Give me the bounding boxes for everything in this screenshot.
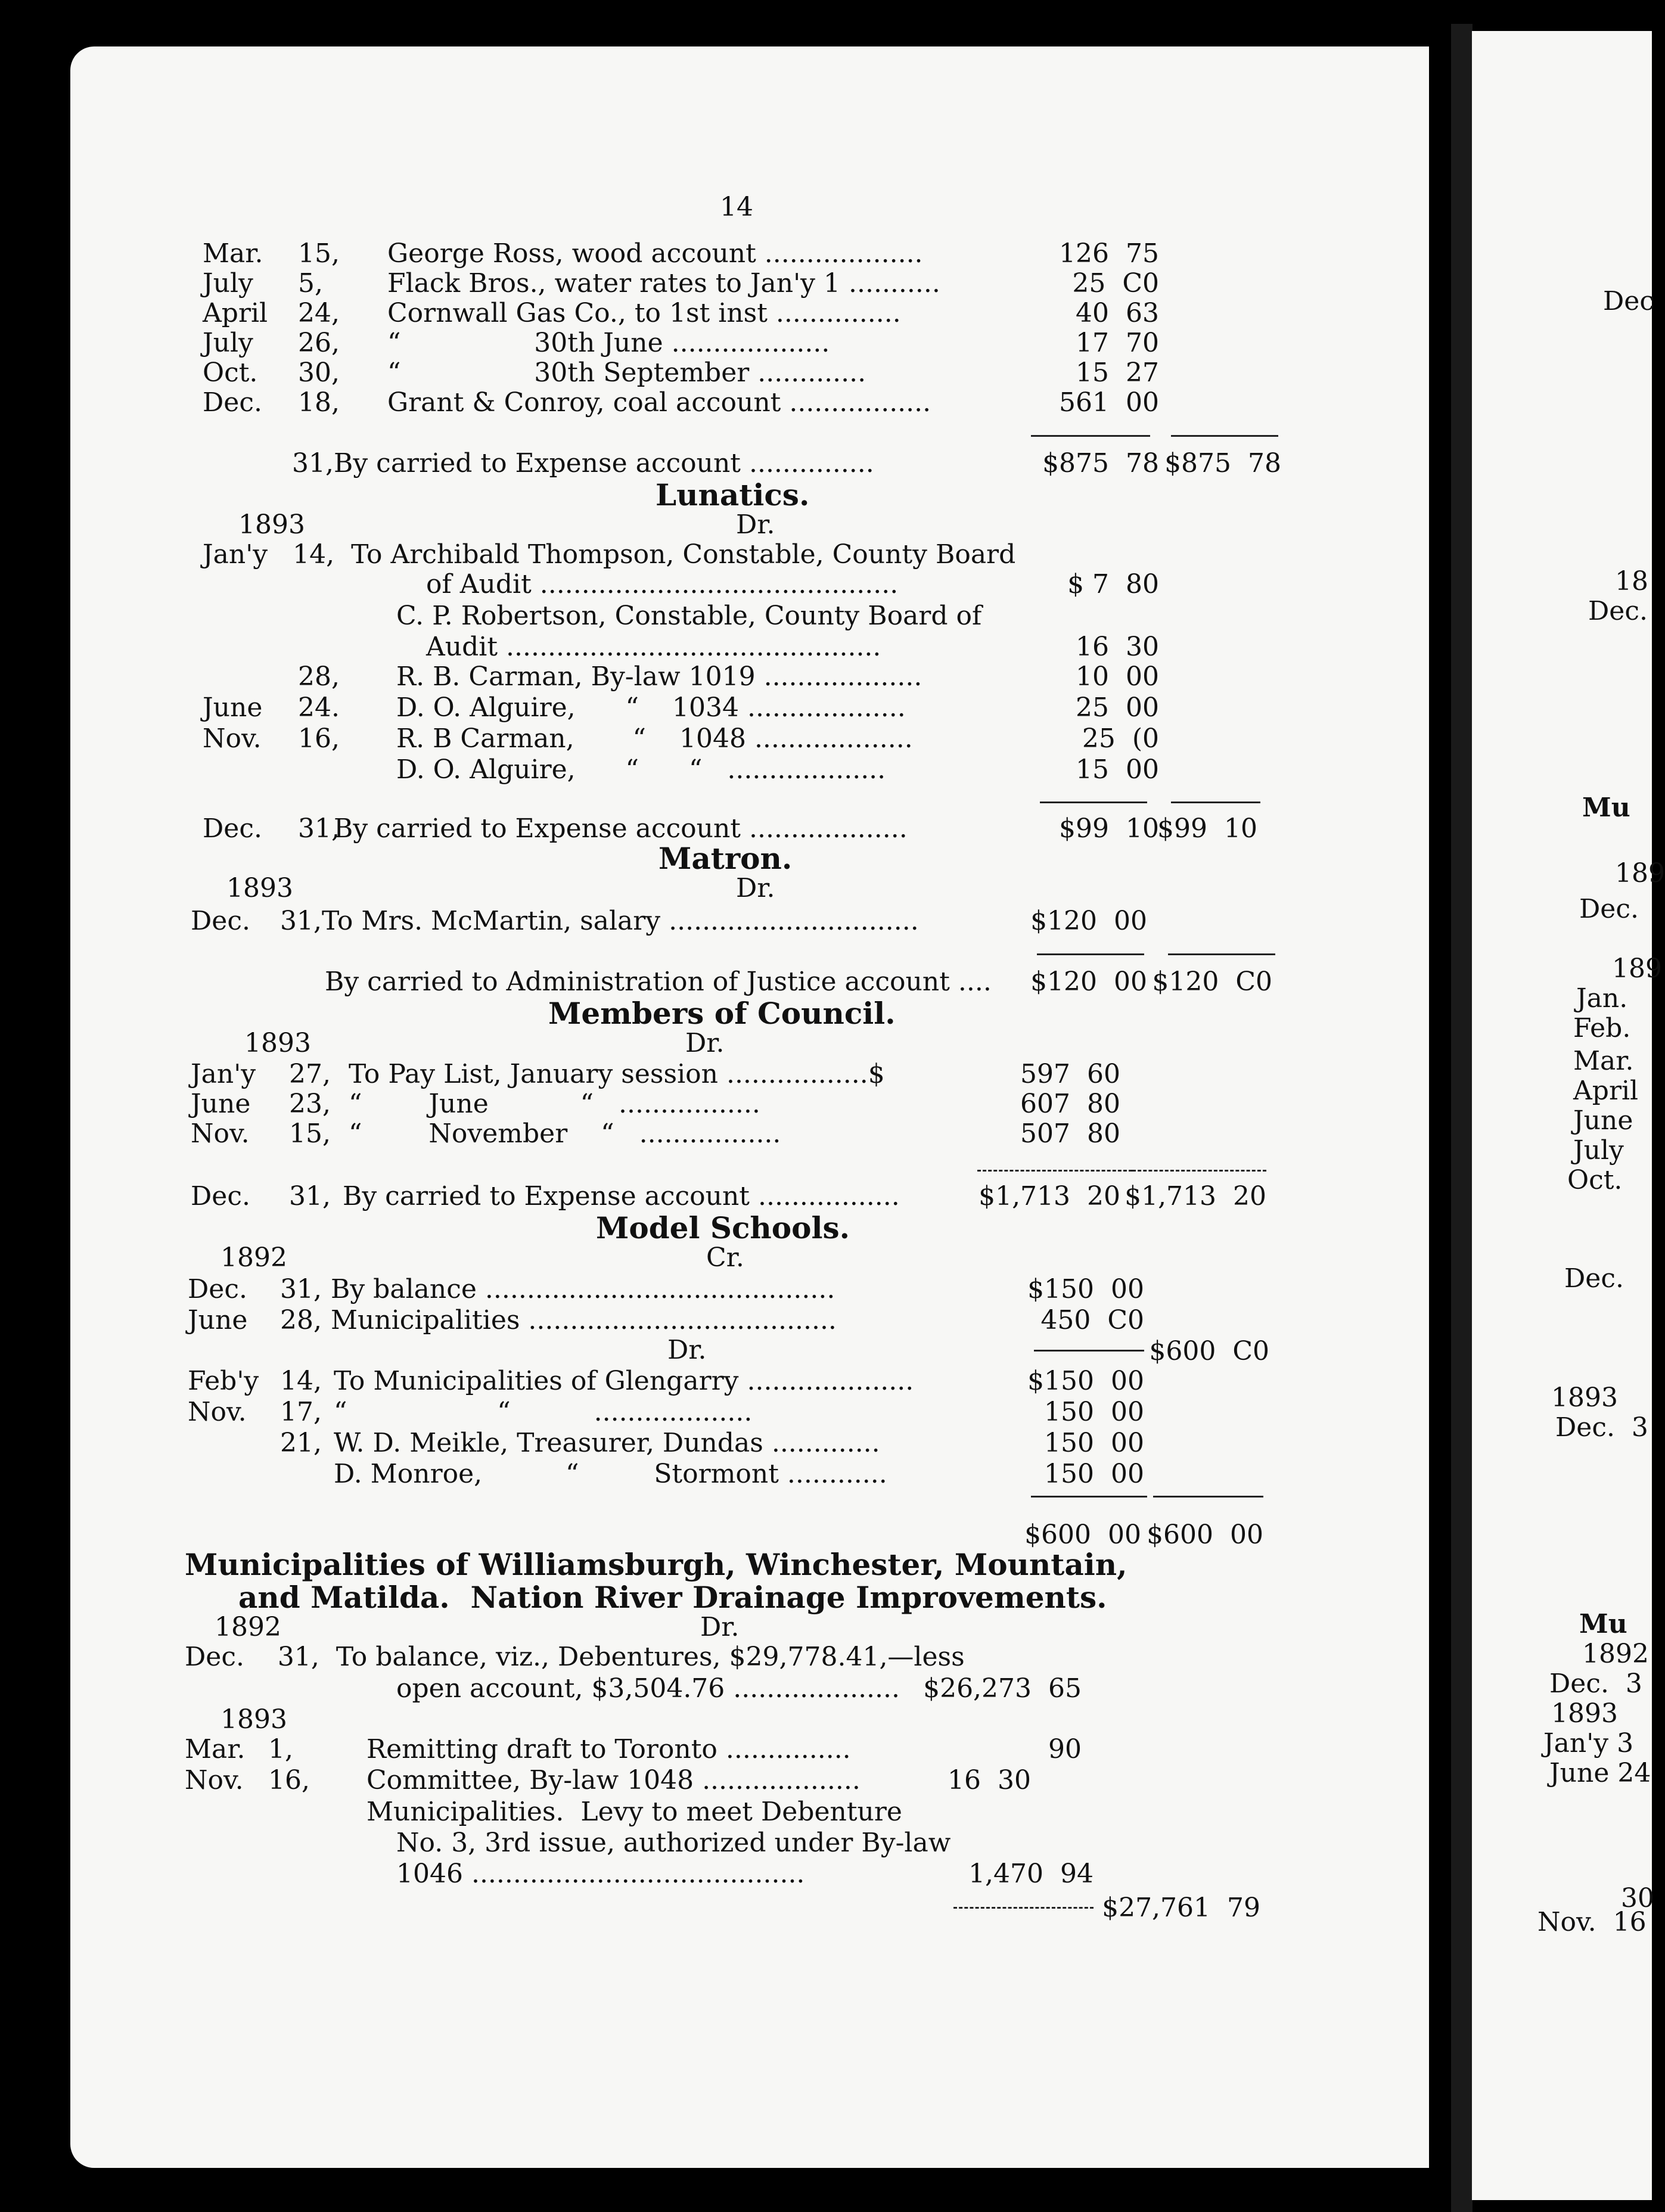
- entry-month: Nov.: [188, 1397, 247, 1427]
- sum-rule: [1153, 1496, 1263, 1498]
- entry-month: Nov.: [203, 723, 262, 754]
- entry-description: Municipalities .....................................: [331, 1305, 837, 1335]
- section-title: and Matilda. Nation River Drainage Improvements.: [238, 1580, 1107, 1615]
- total-amount: $1,713 20: [1125, 1181, 1266, 1211]
- entry-month: Dec.: [191, 1181, 250, 1211]
- facing-page-fragment: Dec. 3: [1549, 1669, 1642, 1699]
- sum-rule: [1037, 953, 1144, 955]
- entry-description: “ 30th June ...................: [387, 328, 830, 358]
- entry-month: April: [203, 298, 268, 328]
- entry-amount: 597 60: [1020, 1059, 1120, 1089]
- entry-amount: 90: [1048, 1734, 1082, 1764]
- facing-page-fragment: June 24: [1549, 1758, 1651, 1788]
- entry-day: 16,: [268, 1765, 310, 1795]
- facing-page-fragment: Jan.: [1576, 983, 1628, 1014]
- entry-amount: $99 10: [1059, 813, 1159, 844]
- entry-day: 23,: [289, 1089, 331, 1119]
- entry-amount: 40 63: [1076, 298, 1159, 328]
- entry-description: of Audit ...........................................: [426, 569, 899, 599]
- entry-day: 24.: [298, 692, 340, 723]
- entry-month: Dec.: [191, 906, 250, 936]
- entry-description: R. B Carman, “ 1048 ...................: [396, 723, 913, 754]
- entry-amount: 25 00: [1076, 692, 1159, 723]
- facing-page-fragment: Nov. 16: [1537, 1907, 1647, 1937]
- total-amount: $27,761 79: [1102, 1893, 1260, 1923]
- entry-description: To Pay List, January session .................$: [349, 1059, 885, 1089]
- section-title: Model Schools.: [596, 1210, 850, 1245]
- entry-description: Remitting draft to Toronto ...............: [366, 1734, 851, 1764]
- facing-page-fragment: 189: [1615, 858, 1665, 888]
- entry-amount: $ 7 80: [1067, 569, 1159, 599]
- entry-description: George Ross, wood account ...................: [387, 238, 923, 269]
- debit-label: Dr.: [667, 1335, 707, 1365]
- facing-page-fragment: Mu: [1579, 1609, 1627, 1639]
- sum-rule: [977, 1170, 1132, 1172]
- book-gutter: [1451, 24, 1473, 2212]
- entry-description: To Municipalities of Glengarry ....................: [334, 1366, 914, 1396]
- section-year: 1893: [244, 1028, 311, 1058]
- entry-amount: 507 80: [1020, 1119, 1120, 1149]
- entry-amount: 1,470 94: [968, 1859, 1094, 1889]
- entry-description: By carried to Expense account ...............: [334, 448, 874, 479]
- sum-rule: [1031, 1496, 1147, 1498]
- debit-label: Dr.: [685, 1028, 725, 1058]
- entry-amount: 16 30: [948, 1765, 1031, 1795]
- entry-day: 31,: [298, 813, 340, 844]
- entry-amount: 15 27: [1076, 358, 1159, 388]
- entry-description: “ November “ .................: [349, 1119, 781, 1149]
- facing-page-fragment: Mar.: [1573, 1046, 1634, 1076]
- entry-description: By carried to Administration of Justice account ....: [325, 967, 992, 997]
- entry-amount: 10 00: [1076, 661, 1159, 692]
- page-number: 14: [720, 192, 753, 222]
- entry-day: 27,: [289, 1059, 331, 1089]
- entry-description: By balance ..........................................: [331, 1274, 835, 1304]
- entry-day: 31,: [292, 448, 334, 479]
- entry-month: Jan'y: [191, 1059, 256, 1089]
- facing-page-fragment: Mu: [1582, 793, 1630, 823]
- entry-description: “ June “ .................: [349, 1089, 760, 1119]
- entry-day: 18,: [298, 387, 340, 418]
- entry-month: Oct.: [203, 358, 258, 388]
- section-year: 1892: [215, 1612, 281, 1642]
- entry-amount: 126 75: [1059, 238, 1159, 269]
- entry-description: “ “ ...................: [334, 1397, 753, 1427]
- entry-month: Feb'y: [188, 1366, 259, 1396]
- entry-description: C. P. Robertson, Constable, County Board of: [396, 601, 982, 631]
- entry-description: Committee, By-law 1048 ...................: [366, 1765, 861, 1795]
- sum-rule: [1171, 435, 1278, 437]
- entry-amount: 150 00: [1044, 1459, 1144, 1489]
- entry-month: Mar.: [185, 1734, 246, 1764]
- entry-amount: 561 00: [1059, 387, 1159, 418]
- entry-day: 31,: [280, 906, 322, 936]
- entry-day: 5,: [298, 268, 323, 299]
- entry-month: July: [203, 268, 253, 299]
- entry-day: 17,: [280, 1397, 322, 1427]
- entry-day: 15,: [298, 238, 340, 269]
- entry-amount: 450 C0: [1040, 1305, 1144, 1335]
- entry-description: 1046 ........................................: [396, 1859, 805, 1889]
- entry-day: 30,: [298, 358, 340, 388]
- entry-day: 31,: [280, 1274, 322, 1304]
- debit-label: Dr.: [736, 509, 775, 540]
- facing-page-fragment: 18: [1615, 566, 1648, 597]
- credit-label: Cr.: [706, 1242, 744, 1273]
- facing-page-fragment: April: [1573, 1076, 1639, 1106]
- section-year: 1893: [238, 509, 305, 540]
- entry-description: open account, $3,504.76 ....................: [396, 1673, 900, 1704]
- entry-day: 1,: [268, 1734, 293, 1764]
- entry-month: Nov.: [191, 1119, 250, 1149]
- entry-day: 15,: [289, 1119, 331, 1149]
- total-amount: $600 00: [1147, 1520, 1263, 1550]
- entry-month: Dec.: [203, 387, 262, 418]
- entry-month: June: [203, 692, 263, 723]
- total-amount: $99 10: [1157, 813, 1257, 844]
- entry-month: Dec.: [188, 1274, 247, 1304]
- entry-description: D. O. Alguire, “ “ ...................: [396, 754, 886, 785]
- entry-amount: 25 (0: [1082, 723, 1159, 754]
- entry-description: W. D. Meikle, Treasurer, Dundas .............: [334, 1428, 880, 1458]
- entry-amount: $150 00: [1027, 1274, 1144, 1304]
- entry-amount: $26,273 65: [923, 1673, 1082, 1704]
- facing-page-fragment: 1892: [1582, 1639, 1649, 1669]
- facing-page-fragment: 189: [1612, 953, 1662, 984]
- section-year: 1893: [226, 873, 293, 903]
- entry-description: R. B. Carman, By-law 1019 ...................: [396, 661, 922, 692]
- facing-page-fragment: 1893: [1551, 1698, 1618, 1729]
- entry-day: 16,: [298, 723, 340, 754]
- debit-label: Dr.: [736, 873, 775, 903]
- total-amount: $120 C0: [1152, 967, 1272, 997]
- facing-page-fragment: 1893: [1551, 1382, 1618, 1413]
- entry-month: July: [203, 328, 253, 358]
- entry-amount: $1,713 20: [979, 1181, 1120, 1211]
- entry-amount: 17 70: [1076, 328, 1159, 358]
- facing-page-fragment: Dec.: [1564, 1263, 1624, 1294]
- section-title: Municipalities of Williamsburgh, Winchester, Mountain,: [185, 1547, 1127, 1582]
- facing-page-fragment: 30: [1621, 1883, 1654, 1913]
- entry-description: By carried to Expense account .................: [343, 1181, 900, 1211]
- facing-page-fragment: June: [1573, 1105, 1633, 1136]
- sum-rule: [1031, 435, 1150, 437]
- entry-month: June: [191, 1089, 251, 1119]
- entry-amount: 16 30: [1076, 632, 1159, 662]
- section-year: 1893: [220, 1704, 287, 1735]
- entry-month: Nov.: [185, 1765, 244, 1795]
- entry-month: June: [188, 1305, 248, 1335]
- entry-amount: $120 00: [1030, 906, 1147, 936]
- entry-amount: $120 00: [1030, 967, 1147, 997]
- entry-amount: $150 00: [1027, 1366, 1144, 1396]
- entry-day: 28,: [280, 1305, 322, 1335]
- facing-page-fragment: Jan'y 3: [1543, 1728, 1634, 1759]
- section-title: Members of Council.: [548, 996, 896, 1031]
- entry-day: 28,: [298, 661, 340, 692]
- section-title: Lunatics.: [656, 477, 810, 512]
- entry-description: “ 30th September .............: [387, 358, 866, 388]
- entry-description: Grant & Conroy, coal account .................: [387, 387, 931, 418]
- facing-page-fragment: Dec. 3: [1555, 1412, 1648, 1443]
- entry-amount: 607 80: [1020, 1089, 1120, 1119]
- entry-description: No. 3, 3rd issue, authorized under By-law: [396, 1828, 951, 1858]
- entry-amount: 150 00: [1044, 1428, 1144, 1458]
- entry-month: Mar.: [203, 238, 263, 269]
- entry-amount: $600 00: [1024, 1520, 1141, 1550]
- facing-page-fragment: Dec: [1603, 286, 1654, 316]
- sum-rule: [1040, 801, 1147, 803]
- entry-day: 24,: [298, 298, 340, 328]
- facing-page-fragment: July: [1573, 1135, 1624, 1166]
- facing-page-fragment: Dec.: [1588, 596, 1648, 626]
- entry-description: Cornwall Gas Co., to 1st inst ...............: [387, 298, 901, 328]
- entry-description: By carried to Expense account ...................: [334, 813, 908, 844]
- entry-description: Municipalities. Levy to meet Debenture: [366, 1797, 902, 1827]
- entry-amount: 15 00: [1076, 754, 1159, 785]
- section-title: Matron.: [658, 841, 793, 876]
- entry-description: Dec. 31, To balance, viz., Debentures, $29,778.41,—less: [185, 1642, 965, 1672]
- entry-day: 31,: [289, 1181, 331, 1211]
- total-amount: $875 78: [1164, 448, 1281, 479]
- section-year: 1892: [220, 1242, 287, 1273]
- sum-rule: [1171, 801, 1260, 803]
- sum-rule: [1132, 1170, 1266, 1172]
- facing-page-fragment: Oct.: [1567, 1165, 1623, 1195]
- entry-amount: 25 C0: [1072, 268, 1159, 299]
- facing-page-fragment: Feb.: [1573, 1013, 1631, 1043]
- entry-description: D. O. Alguire, “ 1034 ...................: [396, 692, 906, 723]
- entry-amount: 150 00: [1044, 1397, 1144, 1427]
- entry-description: Audit .............................................: [426, 632, 881, 662]
- entry-day: 21,: [280, 1428, 322, 1458]
- entry-description: D. Monroe, “ Stormont ............: [334, 1459, 887, 1489]
- facing-page-fragment: Dec.: [1579, 894, 1639, 924]
- entry-month: Dec.: [203, 813, 262, 844]
- entry-amount: $875 78: [1042, 448, 1159, 479]
- debit-label: Dr.: [700, 1612, 740, 1642]
- entry-day: 14,: [280, 1366, 322, 1396]
- entry-description: Flack Bros., water rates to Jan'y 1 ...........: [387, 268, 940, 299]
- entry-description: To Mrs. McMartin, salary ..............................: [322, 906, 919, 936]
- sum-rule: [1168, 953, 1275, 955]
- entry-day: 26,: [298, 328, 340, 358]
- entry-description: Jan'y 14, To Archibald Thompson, Constable, County Board: [203, 539, 1016, 570]
- total-amount: $600 C0: [1149, 1336, 1269, 1366]
